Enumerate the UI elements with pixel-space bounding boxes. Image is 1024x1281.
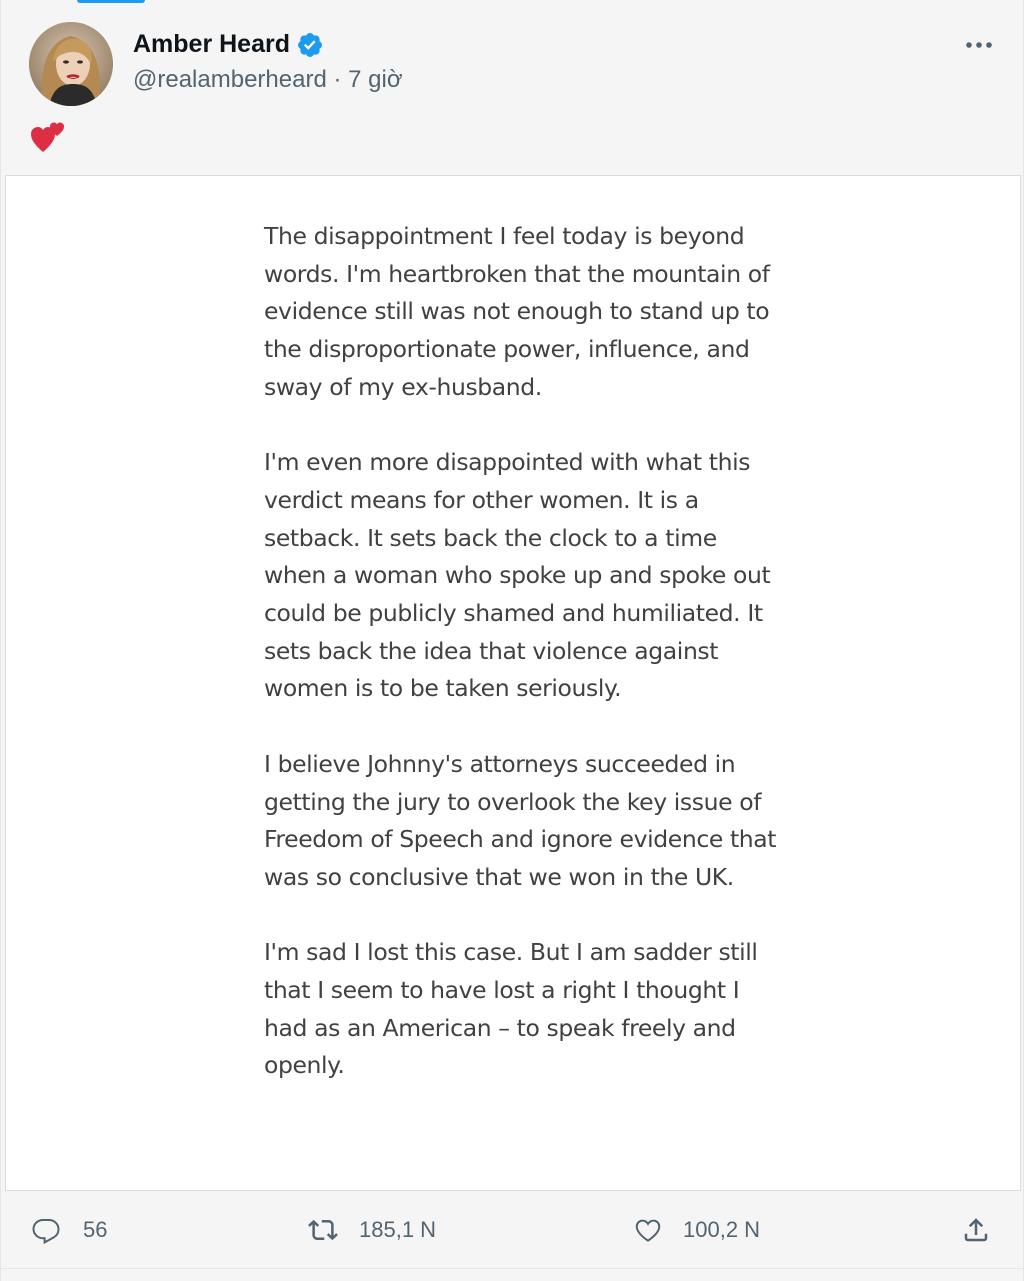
verified-badge-icon <box>296 31 324 59</box>
statement-paragraph-4: I'm sad I lost this case. But I am sadder still that I seem to have lost a right I thought I had as an American – to speak freely and openly. <box>264 938 758 1080</box>
author-handle[interactable]: @realamberheard <box>133 66 327 93</box>
retweet-count: 185,1 N <box>359 1217 437 1242</box>
author-name[interactable] <box>133 30 324 59</box>
tweet-time[interactable]: 7 giờ <box>348 66 403 93</box>
avatar[interactable] <box>29 22 113 106</box>
reply-count: 56 <box>83 1217 108 1242</box>
bottom-divider <box>1 1268 1024 1269</box>
share-icon <box>961 1215 991 1245</box>
two-hearts-emoji-icon <box>31 120 67 154</box>
more-options-icon[interactable] <box>961 30 997 60</box>
like-button[interactable] <box>633 1212 760 1248</box>
like-icon <box>633 1215 663 1245</box>
statement-paragraph-1: The disappointment I feel today is beyond words. I'm heartbroken that the mountain of evidence still was not enough to stand up to the disproportionate power, influence, and sway of my ex-husband. <box>264 222 770 401</box>
statement-paragraph-2: I'm even more disappointed with what this verdict means for other women. It is a setback. It sets back the clock to a time when a woman who spoke up and spoke out could be publicly shamed and humiliated. It sets back the idea that violence against women is to be taken seriously. <box>264 448 771 703</box>
statement-image[interactable] <box>5 175 1021 1191</box>
author-name-text: Amber Heard <box>133 30 290 58</box>
separator-dot: · <box>333 66 342 93</box>
handle-line <box>133 66 403 94</box>
statement-paragraph-3: I believe Johnny's attorneys succeeded in getting the jury to overlook the key issue of Freedom of Speech and ignore evidence that was so conclusive that we won in the UK. <box>264 749 777 891</box>
retweet-button[interactable] <box>307 1212 436 1248</box>
reply-icon <box>31 1215 61 1245</box>
reply-button[interactable] <box>31 1212 107 1248</box>
share-button[interactable] <box>961 1212 991 1248</box>
action-bar <box>1 1198 1024 1262</box>
like-count: 100,2 N <box>683 1217 761 1242</box>
retweet-icon <box>307 1215 339 1245</box>
statement-text <box>264 218 784 1085</box>
top-accent-bar <box>77 0 145 3</box>
